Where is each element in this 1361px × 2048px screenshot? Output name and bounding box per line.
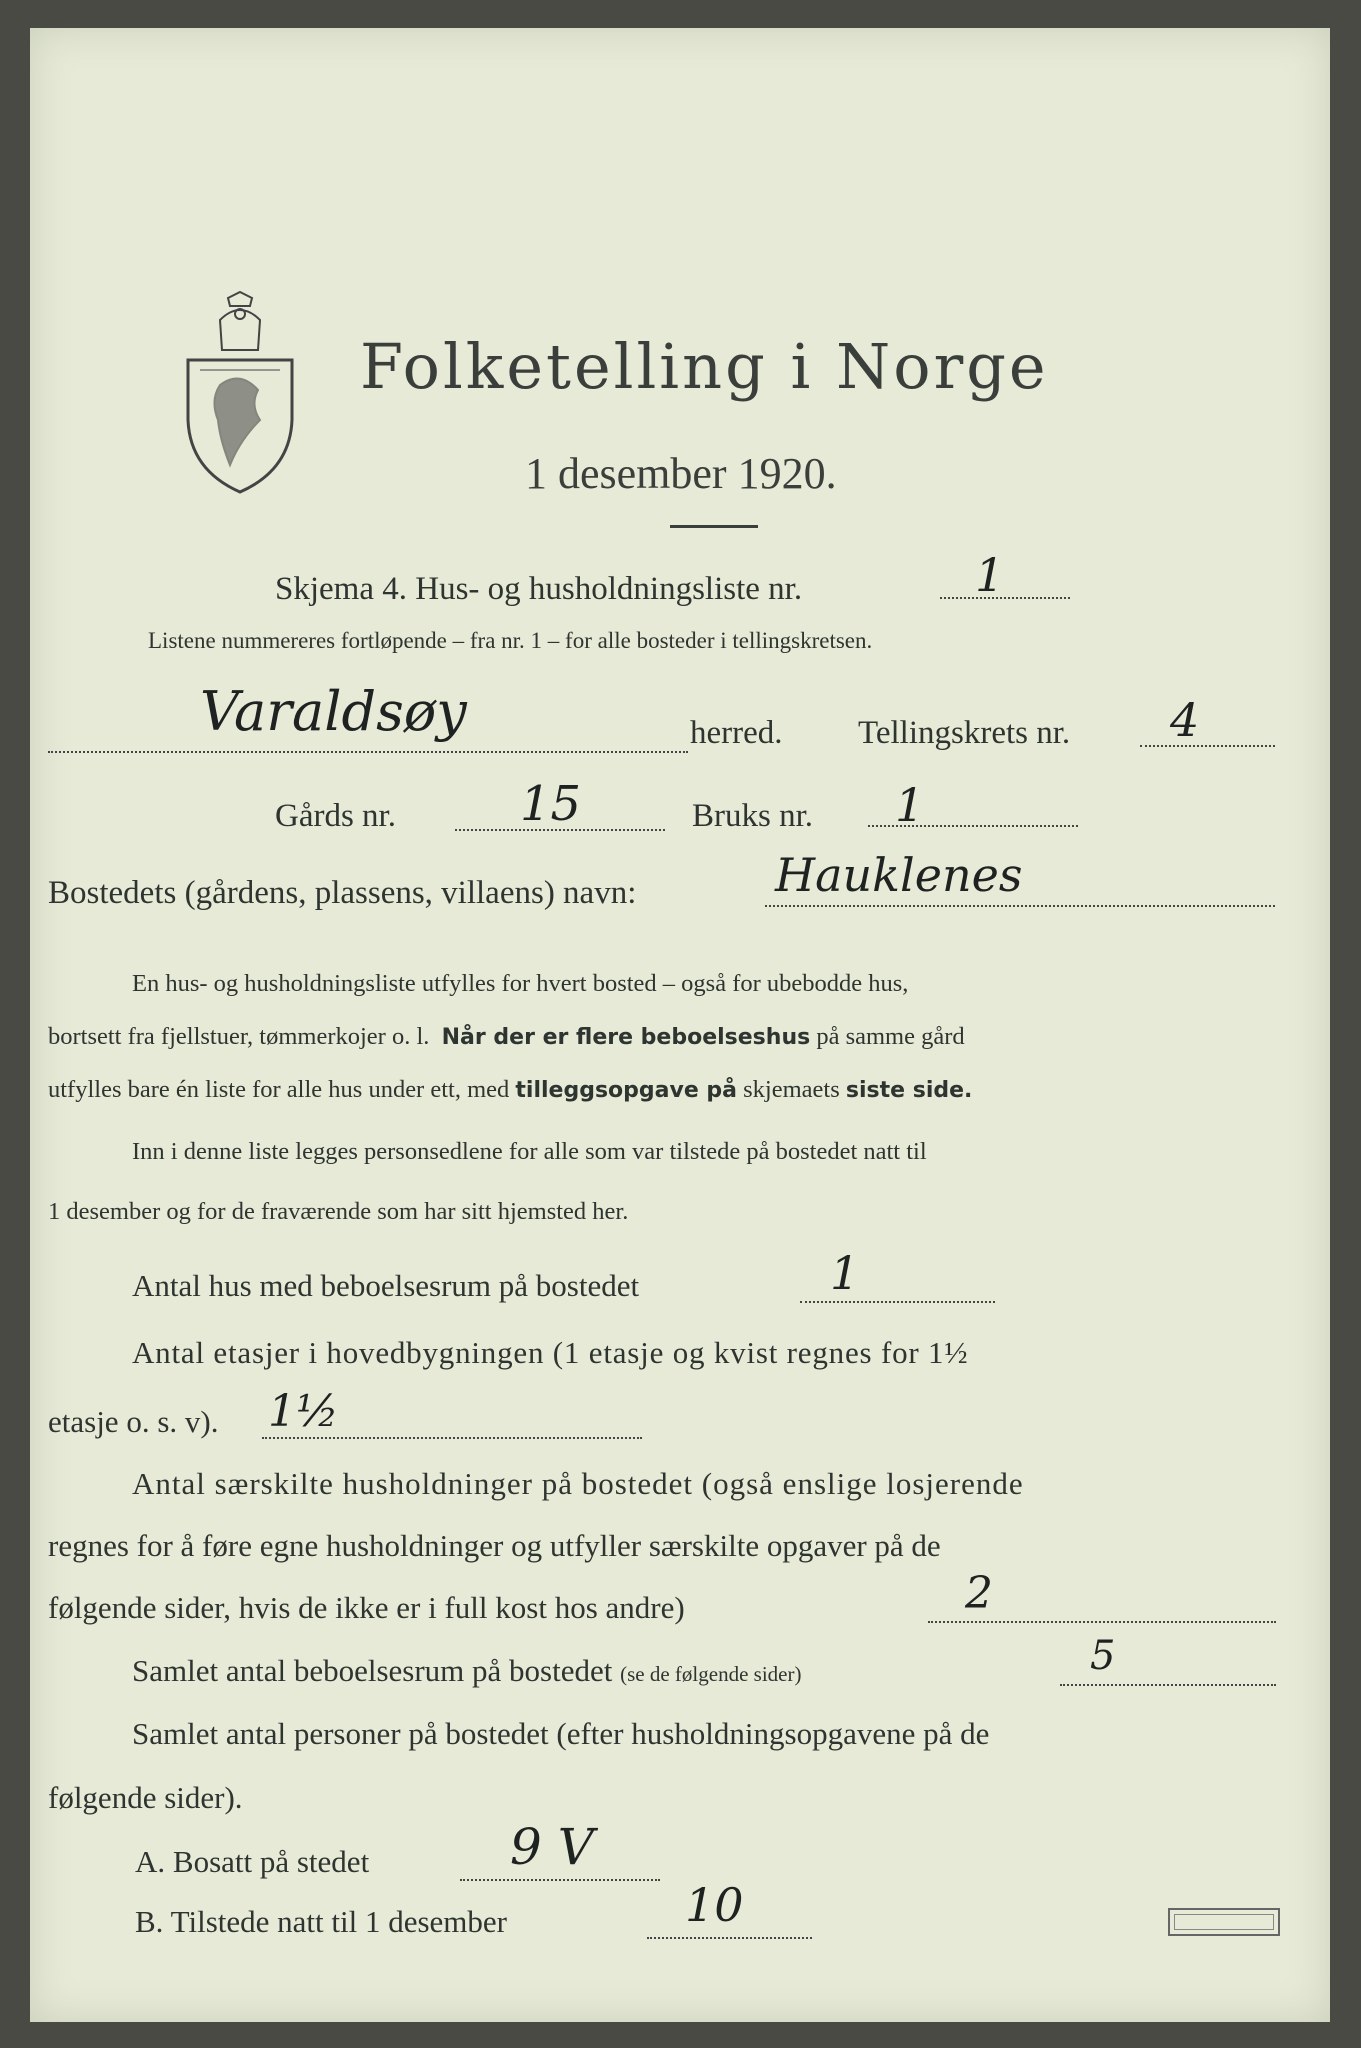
herred-value: Varaldsøy [200,680,467,743]
schema-label: Skjema 4. Hus- og husholdningsliste nr. [275,571,803,607]
gards-label: Gårds nr. [275,798,396,834]
printer-stamp [1168,1908,1280,1936]
bosted-label: Bostedets (gårdens, plassens, villaens) navn: [48,875,637,911]
bosatt-label: A. Bosatt på stedet [135,1844,370,1879]
herred-label: herred. [690,715,783,751]
tilstede-value: 10 [685,1878,744,1932]
husholdninger-line-1: Antal særskilte husholdninger på bostedet (også enslige losjerende [132,1466,1024,1501]
personer-line-1: Samlet antal personer på bostedet (efter husholdningsopgavene på de [132,1716,990,1751]
husholdninger-field[interactable] [928,1620,1276,1623]
instruction-line-2: bortsett fra fjellstuer, tømmerkojer o. l. Når der er flere beboelseshus på samme gård [48,1023,965,1050]
title-divider [670,525,758,528]
instruction-line-3: utfylles bare én liste for alle hus under ett, med tilleggsopgave på skjemaets siste side. [48,1076,973,1103]
bosted-value: Hauklenes [775,848,1023,902]
rum-value: 5 [1090,1633,1116,1679]
rum-label: Samlet antal beboelsesrum på bostedet (se de følgende sider) [132,1653,802,1688]
instruction-line-1: En hus- og husholdningsliste utfylles for hvert bosted – også for ubebodde hus, [132,970,909,997]
husholdninger-line-3: følgende sider, hvis de ikke er i full kost hos andre) [48,1590,685,1625]
census-form-page [30,28,1330,2022]
tellingskrets-label: Tellingskrets nr. [858,715,1071,751]
etasjer-value: 1½ [268,1386,339,1437]
form-title: Folketelling i Norge [360,330,1049,403]
etasjer-line-2: etasje o. s. v). [48,1404,219,1439]
bosted-field[interactable] [765,904,1275,907]
norway-coat-of-arms-icon [180,290,300,495]
hus-value: 1 [830,1246,860,1300]
tilstede-label: B. Tilstede natt til 1 desember [135,1904,507,1939]
hus-label: Antal hus med beboelsesrum på bostedet [132,1268,640,1303]
herred-field[interactable] [48,750,688,753]
gards-value: 15 [520,776,582,832]
bruks-value: 1 [895,778,925,832]
instruction-line-4: Inn i denne liste legges personsedlene for alle som var tilstede på bostedet natt til [132,1138,927,1165]
schema-number-field[interactable] [940,596,1070,599]
schema-note: Listene nummereres fortløpende – fra nr. 1 – for alle bosteder i tellingskretsen. [148,628,873,653]
personer-line-2: følgende sider). [48,1780,243,1815]
bosatt-value: 9 V [510,1818,594,1876]
census-date: 1 desember 1920. [525,449,837,498]
tellingskrets-value: 4 [1170,693,1200,747]
schema-number-value: 1 [975,548,1005,602]
tilstede-field[interactable] [647,1936,812,1939]
husholdninger-line-2: regnes for å føre egne husholdninger og utfyller særskilte opgaver på de [48,1528,941,1563]
instruction-line-5: 1 desember og for de fraværende som har sitt hjemsted her. [48,1198,629,1225]
hus-field[interactable] [800,1300,995,1303]
bruks-label: Bruks nr. [692,798,814,834]
rum-field[interactable] [1060,1683,1276,1686]
tellingskrets-field[interactable] [1140,744,1275,747]
bosatt-field[interactable] [460,1878,660,1881]
husholdninger-value: 2 [965,1568,993,1619]
etasjer-line-1: Antal etasjer i hovedbygningen (1 etasje og kvist regnes for 1½ [132,1335,969,1370]
